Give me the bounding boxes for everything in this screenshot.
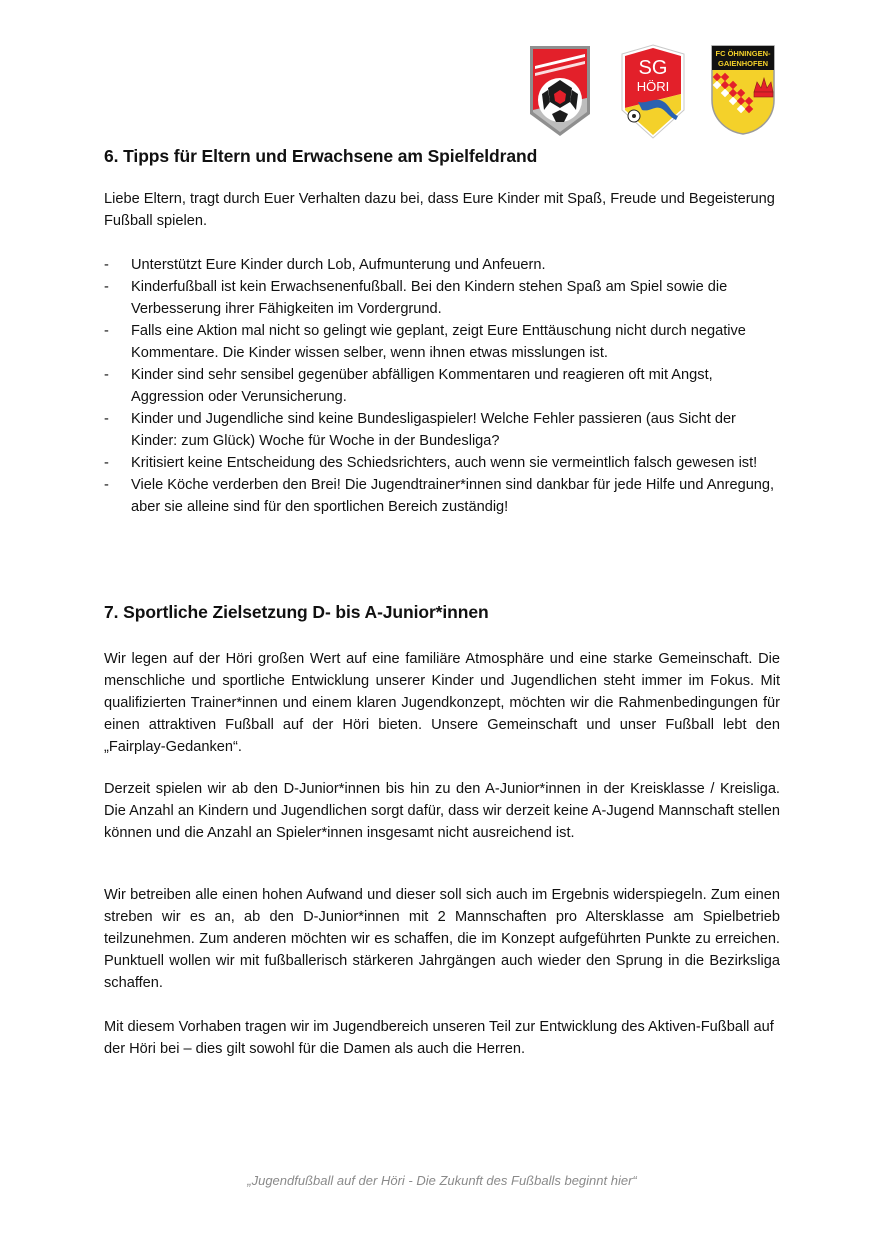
list-item bbox=[104, 452, 780, 474]
list-item bbox=[104, 254, 780, 276]
fc-oehningen-gaienhofen-logo bbox=[710, 44, 776, 136]
bullet-dash: - bbox=[104, 411, 109, 427]
footer-tagline: „Jugendfußball auf der Höri - Die Zukunft des Fußballs beginnt hier“ bbox=[247, 1173, 637, 1188]
list-item-text: Kinder sind sehr sensibel gegenüber abfälligen Kommentaren und reagieren oft mit Angst, Aggression oder Verunsicherung. bbox=[131, 367, 713, 405]
sg-hoeri-logo bbox=[620, 44, 686, 140]
section-6-intro: Liebe Eltern, tragt durch Euer Verhalten dazu bei, dass Eure Kinder mit Spaß, Freude und Begeisterung Fußball spielen. bbox=[104, 191, 775, 229]
bullet-dash: - bbox=[104, 257, 109, 273]
section-7-paragraph-2: Derzeit spielen wir ab den D-Junior*innen bis hin zu den A-Junior*innen in der Kreisklasse / Kreisliga. Die Anzahl an Kindern und Jugendlichen sorgt dafür, dass wir derzeit keine A-Jugend Mannschaft stellen können und die Anzahl an Spieler*innen insgesamt nicht ausreichend ist. bbox=[104, 781, 780, 841]
list-item bbox=[104, 320, 780, 364]
list-item bbox=[104, 474, 780, 518]
sc-gaienhofen-horn-logo bbox=[528, 44, 592, 138]
bullet-dash: - bbox=[104, 323, 109, 339]
list-item bbox=[104, 364, 780, 408]
list-item-text: Falls eine Aktion mal nicht so gelingt wie geplant, zeigt Eure Enttäuschung nicht durch negative Kommentare. Die Kinder wissen selber, wenn ihnen etwas misslungen ist. bbox=[131, 323, 746, 361]
parent-tips-list bbox=[104, 254, 780, 518]
list-item-text: Kinderfußball ist kein Erwachsenenfußball. Bei den Kindern stehen Spaß am Spiel sowie die Verbesserung ihrer Fähigkeiten im Vordergrund. bbox=[131, 279, 728, 317]
fc-logo-text-line2: GAIENHOFEN bbox=[717, 59, 769, 68]
list-item bbox=[104, 408, 780, 452]
section-7-paragraph-3: Wir betreiben alle einen hohen Aufwand und dieser soll sich auch im Ergebnis widerspiegeln. Zum einen streben wir es an, ab den D-Junior*innen mit 2 Mannschaften pro Altersklasse am Spielbetrieb teilzunehmen. Zum anderen möchten wir es schaffen, die im Konzept aufgeführten Punkte zu erreichen. Punktuell wollen wir mit fußballerisch stärkeren Jahrgängen auch wieder den Sprung in die Bezirksliga schaffen. bbox=[104, 887, 780, 991]
list-item-text: Unterstützt Eure Kinder durch Lob, Aufmunterung und Anfeuern. bbox=[131, 257, 546, 273]
section-7-heading: 7. Sportliche Zielsetzung D- bis A-Junior*innen bbox=[104, 602, 489, 622]
bullet-dash: - bbox=[104, 367, 109, 383]
list-item bbox=[104, 276, 780, 320]
club-logos bbox=[528, 44, 788, 140]
section-7-paragraph-1: Wir legen auf der Höri großen Wert auf eine familiäre Atmosphäre und eine starke Gemeinschaft. Die menschliche und sportliche Entwicklung unserer Kinder und Jugendlichen steht immer im Fokus. Mit qualifizierten Trainer*innen und einem klaren Jugendkonzept, möchten wir die Rahmenbedingungen für einen attraktiven Fußball auf der Höri bieten. Unsere Gemeinschaft und unser Fußball lebt den „Fairplay-Gedanken“. bbox=[104, 651, 780, 755]
list-item-text: Kinder und Jugendliche sind keine Bundesligaspieler! Welche Fehler passieren (aus Sicht der Kinder: zum Glück) Woche für Woche in der Bundesliga? bbox=[131, 411, 736, 449]
sg-hoeri-logo-text-top: SG bbox=[638, 57, 668, 79]
list-item-text: Viele Köche verderben den Brei! Die Jugendtrainer*innen sind dankbar für jede Hilfe und Anregung, aber sie alleine sind für den sportlichen Bereich zuständig! bbox=[131, 477, 775, 515]
section-7-paragraph-4: Mit diesem Vorhaben tragen wir im Jugendbereich unseren Teil zur Entwicklung des Aktiven-Fußball auf der Höri bei – dies gilt sowohl für die Damen als auch die Herren. bbox=[104, 1019, 774, 1057]
fc-logo-text-line1: FC ÖHNINGEN- bbox=[715, 49, 771, 58]
sg-hoeri-logo-text-bottom: HÖRI bbox=[636, 79, 670, 94]
bullet-dash: - bbox=[104, 455, 109, 471]
section-6-heading: 6. Tipps für Eltern und Erwachsene am Spielfeldrand bbox=[104, 146, 538, 166]
bullet-dash: - bbox=[104, 279, 109, 295]
list-item-text: Kritisiert keine Entscheidung des Schiedsrichters, auch wenn sie vermeintlich falsch gewesen ist! bbox=[131, 455, 758, 471]
bullet-dash: - bbox=[104, 477, 109, 493]
